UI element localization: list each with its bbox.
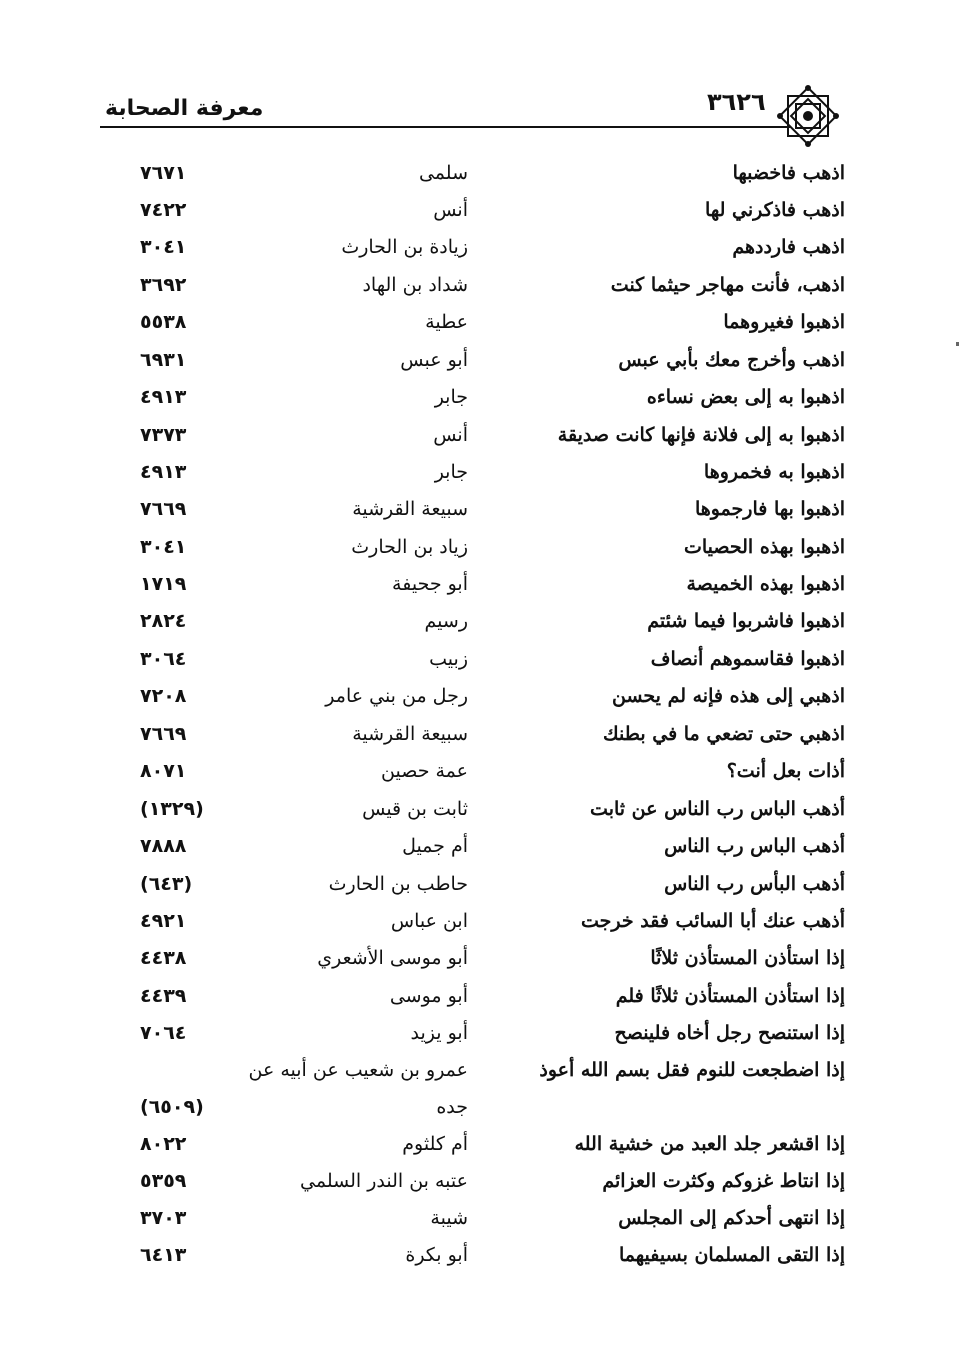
hadith-phrase: اذهبوا به إلى فلانة فإنها كانت صديقة: [557, 424, 845, 446]
hadith-phrase: إذا استنصح رجل أخاه فلينصح: [614, 1022, 845, 1044]
reference-number: ٧٠٦٤: [140, 1022, 187, 1044]
index-row: [0, 532, 965, 566]
narrator-name: رجل من بني عامر: [325, 685, 468, 707]
index-row: [0, 794, 965, 828]
hadith-phrase: اذهب فاخضبها: [732, 162, 845, 184]
reference-number: ٧٦٦٩: [140, 498, 187, 520]
hadith-phrase: اذهبي إلى هذه فإنه لم يحسن: [611, 685, 845, 707]
hadith-phrase: اذهبوا به فخمروها: [703, 461, 845, 483]
index-row: [0, 831, 965, 865]
reference-number: ٦٩٣١: [140, 349, 187, 371]
reference-number: ٣٠٤١: [140, 536, 187, 558]
reference-number: (١٣٢٩): [140, 798, 204, 820]
index-row: [0, 494, 965, 528]
reference-number: ٧٢٠٨: [140, 685, 187, 707]
narrator-name: أبو يزيد: [410, 1022, 468, 1044]
index-row: [0, 719, 965, 753]
hadith-phrase: اذهب، فأنت مهاجر حيثما كنت: [610, 274, 845, 296]
reference-number: ٧٦٦٩: [140, 723, 187, 745]
index-row: [0, 1240, 965, 1274]
index-row: [0, 943, 965, 977]
reference-number: ٣٠٦٤: [140, 648, 187, 670]
page-number: ٣٦٢٦: [707, 88, 766, 116]
reference-number: ١٧١٩: [140, 573, 187, 595]
reference-number: ٤٩١٣: [140, 461, 187, 483]
index-row: [0, 569, 965, 603]
narrator-name: أم كلثوم: [402, 1133, 468, 1155]
reference-number: ٧٦٧١: [140, 162, 187, 184]
index-row: [0, 681, 965, 715]
index-row: [0, 420, 965, 454]
hadith-phrase: اذهب فارددهم: [732, 236, 845, 258]
hadith-phrase: أذهب الباس رب الناس: [664, 835, 845, 857]
narrator-name: حاطب بن الحارث: [328, 873, 468, 895]
reference-number: (٦٤٣): [140, 873, 193, 895]
index-row: [0, 981, 965, 1015]
reference-number: (٦٥٠٩): [140, 1096, 204, 1118]
narrator-name: أبو بكرة: [405, 1244, 468, 1266]
reference-number: ٧٨٨٨: [140, 835, 187, 857]
index-row: [0, 1055, 965, 1089]
narrator-name: أبو موسى: [389, 985, 468, 1007]
index-row: [0, 232, 965, 266]
reference-number: ٥٥٣٨: [140, 311, 187, 333]
index-row: [0, 606, 965, 640]
reference-number: ٤٩١٣: [140, 386, 187, 408]
hadith-phrase: اذهبوا بها فارجموها: [694, 498, 845, 520]
hadith-phrase: اذهبوا فقاسموهم أنصاف: [650, 648, 845, 670]
index-row: [0, 307, 965, 341]
book-title: معرفة الصحابة: [105, 96, 264, 121]
index-row: [0, 906, 965, 940]
narrator-name: أبو عبس: [400, 349, 468, 371]
index-row: [0, 1129, 965, 1163]
index-row: [0, 345, 965, 379]
index-row: [0, 457, 965, 491]
narrator-name: ابن عباس: [390, 910, 468, 932]
narrator-name: عمرو بن شعيب عن أبيه عن: [248, 1059, 468, 1081]
hadith-phrase: إذا اضطجعت للنوم فقل بسم الله أعوذ: [539, 1059, 845, 1081]
narrator-name: شداد بن الهاد: [362, 274, 468, 296]
hadith-phrase: أذهب الباس رب الناس عن ثابت: [590, 798, 845, 820]
hadith-phrase: اذهب وأخرج معك بأبي عبس: [618, 349, 845, 371]
narrator-name: أنس: [433, 424, 468, 446]
hadith-phrase: إذا انتهى أحدكم إلى المجلس: [618, 1207, 845, 1229]
narrator-name: رسيم: [424, 610, 468, 632]
index-row: [0, 756, 965, 790]
reference-number: ٣٧٠٣: [140, 1207, 187, 1229]
index-row: [0, 1166, 965, 1200]
hadith-phrase: إذا استأذن المستأذن ثلاثًا فلم: [615, 985, 845, 1007]
reference-number: ٨٠٧١: [140, 760, 187, 782]
narrator-name: شيبة: [430, 1207, 468, 1229]
narrator-name: جده: [436, 1096, 468, 1118]
index-row: [0, 382, 965, 416]
hadith-phrase: إذا التقى المسلمان بسيفيهما: [619, 1244, 845, 1266]
hadith-phrase: اذهبوا بهذه الحصيات: [683, 536, 845, 558]
index-row: [0, 1092, 965, 1126]
hadith-phrase: اذهبوا بهذه الخميصة: [686, 573, 845, 595]
narrator-name: عتبه بن الندر السلمي: [300, 1170, 468, 1192]
scan-mark: [956, 342, 959, 346]
reference-number: ٦٤١٣: [140, 1244, 187, 1266]
narrator-name: جابر: [434, 386, 468, 408]
reference-number: ٧٤٢٢: [140, 199, 187, 221]
index-row: [0, 1018, 965, 1052]
hadith-phrase: إذا اقشعر جلد العبد من خشية الله: [574, 1133, 845, 1155]
hadith-phrase: اذهبي حتى تضعي ما في بطنك: [603, 723, 845, 745]
index-row: [0, 1203, 965, 1237]
reference-number: ٨٠٢٢: [140, 1133, 187, 1155]
index-row: [0, 270, 965, 304]
narrator-name: عطية: [425, 311, 468, 333]
index-row: [0, 158, 965, 192]
hadith-phrase: اذهبوا فغيروهما: [723, 311, 845, 333]
narrator-name: أم جميل: [402, 835, 468, 857]
reference-number: ٣٦٩٢: [140, 274, 187, 296]
reference-number: ٣٠٤١: [140, 236, 187, 258]
hadith-phrase: إذا استأذن المستأذن ثلاثًا: [650, 947, 845, 969]
hadith-phrase: إذا انتاط غزوكم وكثرت العزائم: [602, 1170, 845, 1192]
narrator-name: عمة حصين: [381, 760, 468, 782]
hadith-phrase: اذهب فاذكرني لها: [705, 199, 845, 221]
narrator-name: ثابت بن قيس: [362, 798, 468, 820]
narrator-name: زيادة بن الحارث: [341, 236, 468, 258]
hadith-phrase: أذهب البأس رب الناس: [664, 873, 845, 895]
narrator-name: زبيب: [429, 648, 468, 670]
index-row: [0, 869, 965, 903]
narrator-name: سلمى: [418, 162, 468, 184]
index-row: [0, 195, 965, 229]
narrator-name: أنس: [433, 199, 468, 221]
reference-number: ٥٣٥٩: [140, 1170, 187, 1192]
reference-number: ٤٤٣٨: [140, 947, 187, 969]
narrator-name: سبيعة القرشية: [352, 723, 468, 745]
narrator-name: زياد بن الحارث: [351, 536, 468, 558]
hadith-phrase: أذهب عنك أبا السائب فقد خرجت: [581, 910, 845, 932]
narrator-name: أبو جحيفة: [392, 573, 468, 595]
reference-number: ٤٤٣٩: [140, 985, 187, 1007]
narrator-name: سبيعة القرشية: [352, 498, 468, 520]
index-row: [0, 644, 965, 678]
reference-number: ٧٣٧٣: [140, 424, 187, 446]
reference-number: ٢٨٢٤: [140, 610, 187, 632]
reference-number: ٤٩٢١: [140, 910, 187, 932]
narrator-name: جابر: [434, 461, 468, 483]
narrator-name: أبو موسى الأشعري: [317, 947, 468, 969]
hadith-phrase: اذهبوا به إلى بعض نساءه: [646, 386, 845, 408]
hadith-phrase: اذهبوا فاشربوا فيما شئتم: [647, 610, 845, 632]
hadith-phrase: أذات بعل أنت؟: [726, 760, 845, 782]
